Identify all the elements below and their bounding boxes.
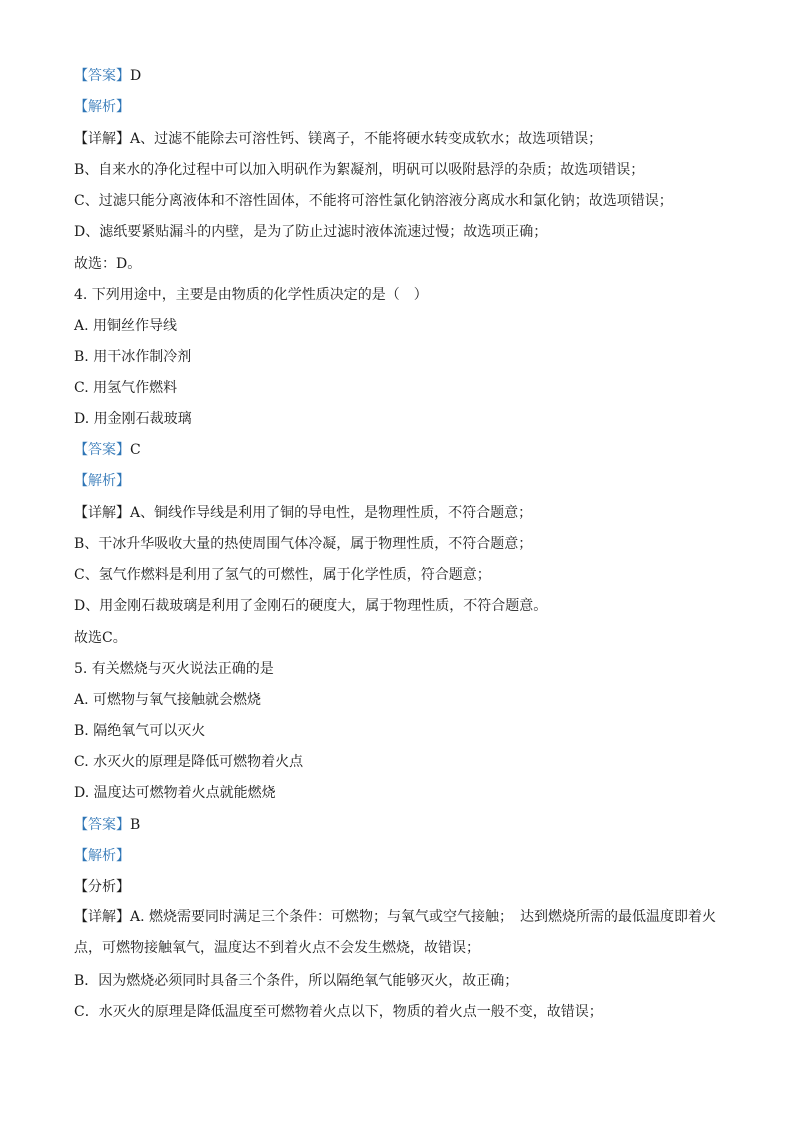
q4-detail-line: C、氢气作燃料是利用了氢气的可燃性，属于化学性质，符合题意； xyxy=(74,567,491,583)
q5-answer xyxy=(74,815,140,835)
answer-value: C xyxy=(130,442,141,458)
q3-conclusion: 故选：D。 xyxy=(74,256,142,272)
q5-option-c: C. 水灭火的原理是降低可燃物着火点 xyxy=(74,754,304,770)
q4-conclusion: 故选C。 xyxy=(74,630,127,646)
q4-answer xyxy=(74,440,141,460)
q5-option-a: A. 可燃物与氧气接触就会燃烧 xyxy=(74,692,262,708)
answer-value: B xyxy=(130,817,141,833)
answer-tag: 【答案】 xyxy=(74,68,130,84)
answer-value: D xyxy=(130,68,142,84)
q4-option-b: B. 用干冰作制冷剂 xyxy=(74,349,192,365)
q5-question: 5. 有关燃烧与灭火说法正确的是 xyxy=(74,661,274,677)
answer-tag: 【答案】 xyxy=(74,817,130,833)
q3-detail-line: C、过滤只能分离液体和不溶性固体，不能将可溶性氯化钠溶液分离成水和氯化钠；故选项错误； xyxy=(74,193,673,209)
q5-fenxi-tag: 【分析】 xyxy=(74,879,130,895)
q3-detail-line: B、自来水的净化过程中可以加入明矾作为絮凝剂，明矾可以吸附悬浮的杂质；故选项错误； xyxy=(74,162,645,178)
q3-detail-line: D、滤纸要紧贴漏斗的内壁，是为了防止过滤时液体流速过慢；故选项正确； xyxy=(74,224,548,240)
q4-question: 4. 下列用途中，主要是由物质的化学性质决定的是（ ） xyxy=(74,287,428,303)
q5-detail-line: B．因为燃烧必须同时具备三个条件，所以隔绝氧气能够灭火，故正确； xyxy=(74,973,519,989)
q4-detail-line: B、干冰升华吸收大量的热使周围气体冷凝，属于物理性质，不符合题意； xyxy=(74,536,533,552)
q4-option-a: A. 用铜丝作导线 xyxy=(74,318,178,334)
q5-analysis-tag: 【解析】 xyxy=(74,848,130,864)
q5-option-b: B. 隔绝氧气可以灭火 xyxy=(74,723,206,739)
q3-answer xyxy=(74,66,141,86)
q5-option-d: D. 温度达可燃物着火点就能燃烧 xyxy=(74,785,276,801)
q5-detail-paragraph: 【详解】A. 燃烧需要同时满足三个条件：可燃物；与氧气或空气接触； 达到燃烧所需的最低温度即着火点，可燃物接触氧气，温度达不到着火点不会发生燃烧，故错误； xyxy=(74,909,717,956)
q4-detail-line: 【详解】A、铜线作导线是利用了铜的导电性，是物理性质，不符合题意； xyxy=(74,505,533,521)
q5-detail-line: C．水灭火的原理是降低温度至可燃物着火点以下，物质的着火点一般不变，故错误； xyxy=(74,1004,603,1020)
q3-analysis-tag: 【解析】 xyxy=(74,99,130,115)
answer-tag: 【答案】 xyxy=(74,442,130,458)
q4-detail-line: D、用金刚石裁玻璃是利用了金刚石的硬度大，属于物理性质，不符合题意。 xyxy=(74,598,548,614)
q4-analysis-tag: 【解析】 xyxy=(74,473,130,489)
q4-option-c: C. 用氢气作燃料 xyxy=(74,380,178,396)
q3-detail-line: 【详解】A、过滤不能除去可溶性钙、镁离子，不能将硬水转变成软水；故选项错误； xyxy=(74,131,603,147)
q4-option-d: D. 用金刚石裁玻璃 xyxy=(74,411,192,427)
